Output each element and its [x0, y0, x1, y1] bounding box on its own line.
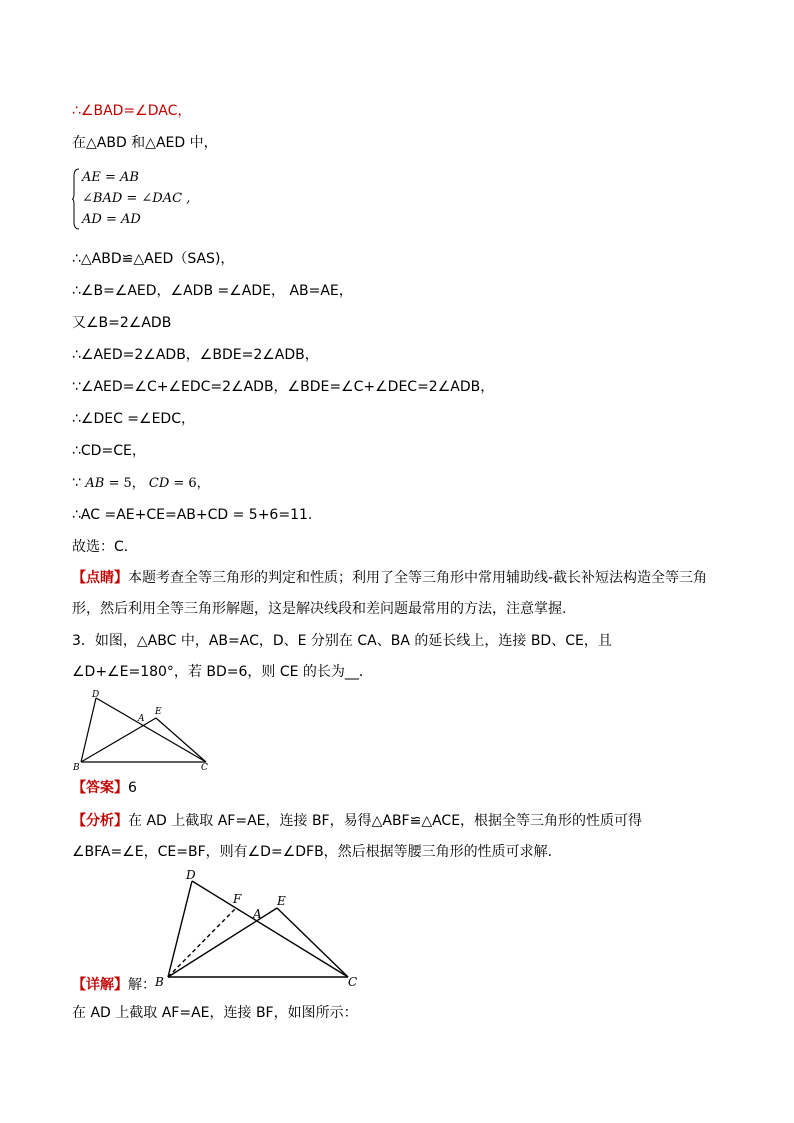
- text-line: ∴∠BAD=∠DAC，: [72, 103, 192, 119]
- answer-tag: 【答案】: [72, 780, 128, 796]
- label-e: E: [155, 707, 162, 717]
- label-b: B: [155, 975, 164, 989]
- val-cd: = 6，: [169, 476, 210, 491]
- answer-value: 6: [128, 780, 137, 796]
- text-line: 故选：C．: [72, 539, 138, 555]
- var-ab: AB: [85, 476, 105, 491]
- detail-text: 解：: [128, 977, 156, 993]
- text-line: ∴∠DEC =∠EDC，: [72, 411, 195, 427]
- label-d: D: [92, 690, 100, 700]
- label-a: A: [138, 714, 145, 724]
- analysis-tag: 【分析】: [72, 813, 128, 829]
- label-a: A: [253, 907, 262, 921]
- text-line: ∵∠AED=∠C+∠EDC=2∠ADB，∠BDE=∠C+∠DEC=2∠ADB，: [72, 379, 495, 395]
- label-e: E: [277, 894, 286, 908]
- comment-text: 本题考查全等三角形的判定和性质；利用了全等三角形中常用辅助线-截长补短法构造全等三角形，然后利用全等三角形解题，这是解决线段和差问题最常用的方法，注意掌握.: [72, 570, 708, 617]
- detail-line: [72, 975, 156, 995]
- because-symbol: ∵: [72, 475, 86, 491]
- comment-paragraph: [72, 563, 724, 625]
- label-d: D: [186, 868, 196, 882]
- text-line: [72, 473, 210, 494]
- question-paragraph: 3．如图，△ABC 中，AB=AC，D、E 分别在 CA、BA 的延长线上，连接 BD、CE，且∠D+∠E=180°，若 BD=6，则 CE 的长为__．: [72, 633, 612, 680]
- text-line: ∴AC =AE+CE=AB+CD = 5+6=11.: [72, 507, 313, 523]
- label-c: C: [348, 975, 358, 989]
- var-cd: CD: [148, 476, 170, 491]
- analysis-paragraph: [72, 806, 724, 868]
- detail-tag: 【详解】: [72, 977, 128, 993]
- val-ab: = 5，: [104, 476, 149, 491]
- brace-icon: [72, 168, 80, 230]
- label-c: C: [201, 763, 208, 772]
- analysis-text: 在 AD 上截取 AF=AE，连接 BF，易得△ABF≌△ACE，根据全等三角形的性质可得∠BFA=∠E，CE=BF，则有∠D=∠DFB，然后根据等腰三角形的性质可求解.: [72, 813, 643, 860]
- text-line: 在 AD 上截取 AF=AE，连接 BF，如图所示：: [72, 1005, 358, 1021]
- equation-line: AD = AD: [82, 212, 141, 227]
- comment-tag: 【点睛】: [72, 570, 128, 586]
- text-line: ∴∠AED=2∠ADB，∠BDE=2∠ADB，: [72, 347, 319, 363]
- text-line: ∴CD=CE，: [72, 443, 146, 459]
- figure-triangle-2: [150, 866, 365, 990]
- text-line: 又∠B=2∠ADB: [72, 315, 172, 331]
- label-f: F: [233, 892, 242, 906]
- text-line: ∴∠B=∠AED，∠ADB =∠ADE， AB=AE，: [72, 283, 353, 299]
- equation-line: ∠BAD = ∠DAC ,: [82, 191, 191, 206]
- figure-triangle-1: [72, 686, 212, 772]
- label-b: B: [73, 763, 80, 772]
- text-line: ∴△ABD≌△AED（SAS)，: [72, 251, 235, 267]
- equation-line: AE = AB: [82, 170, 139, 185]
- text-line: 在△ABD 和△AED 中，: [72, 135, 218, 151]
- answer-line: [72, 778, 137, 798]
